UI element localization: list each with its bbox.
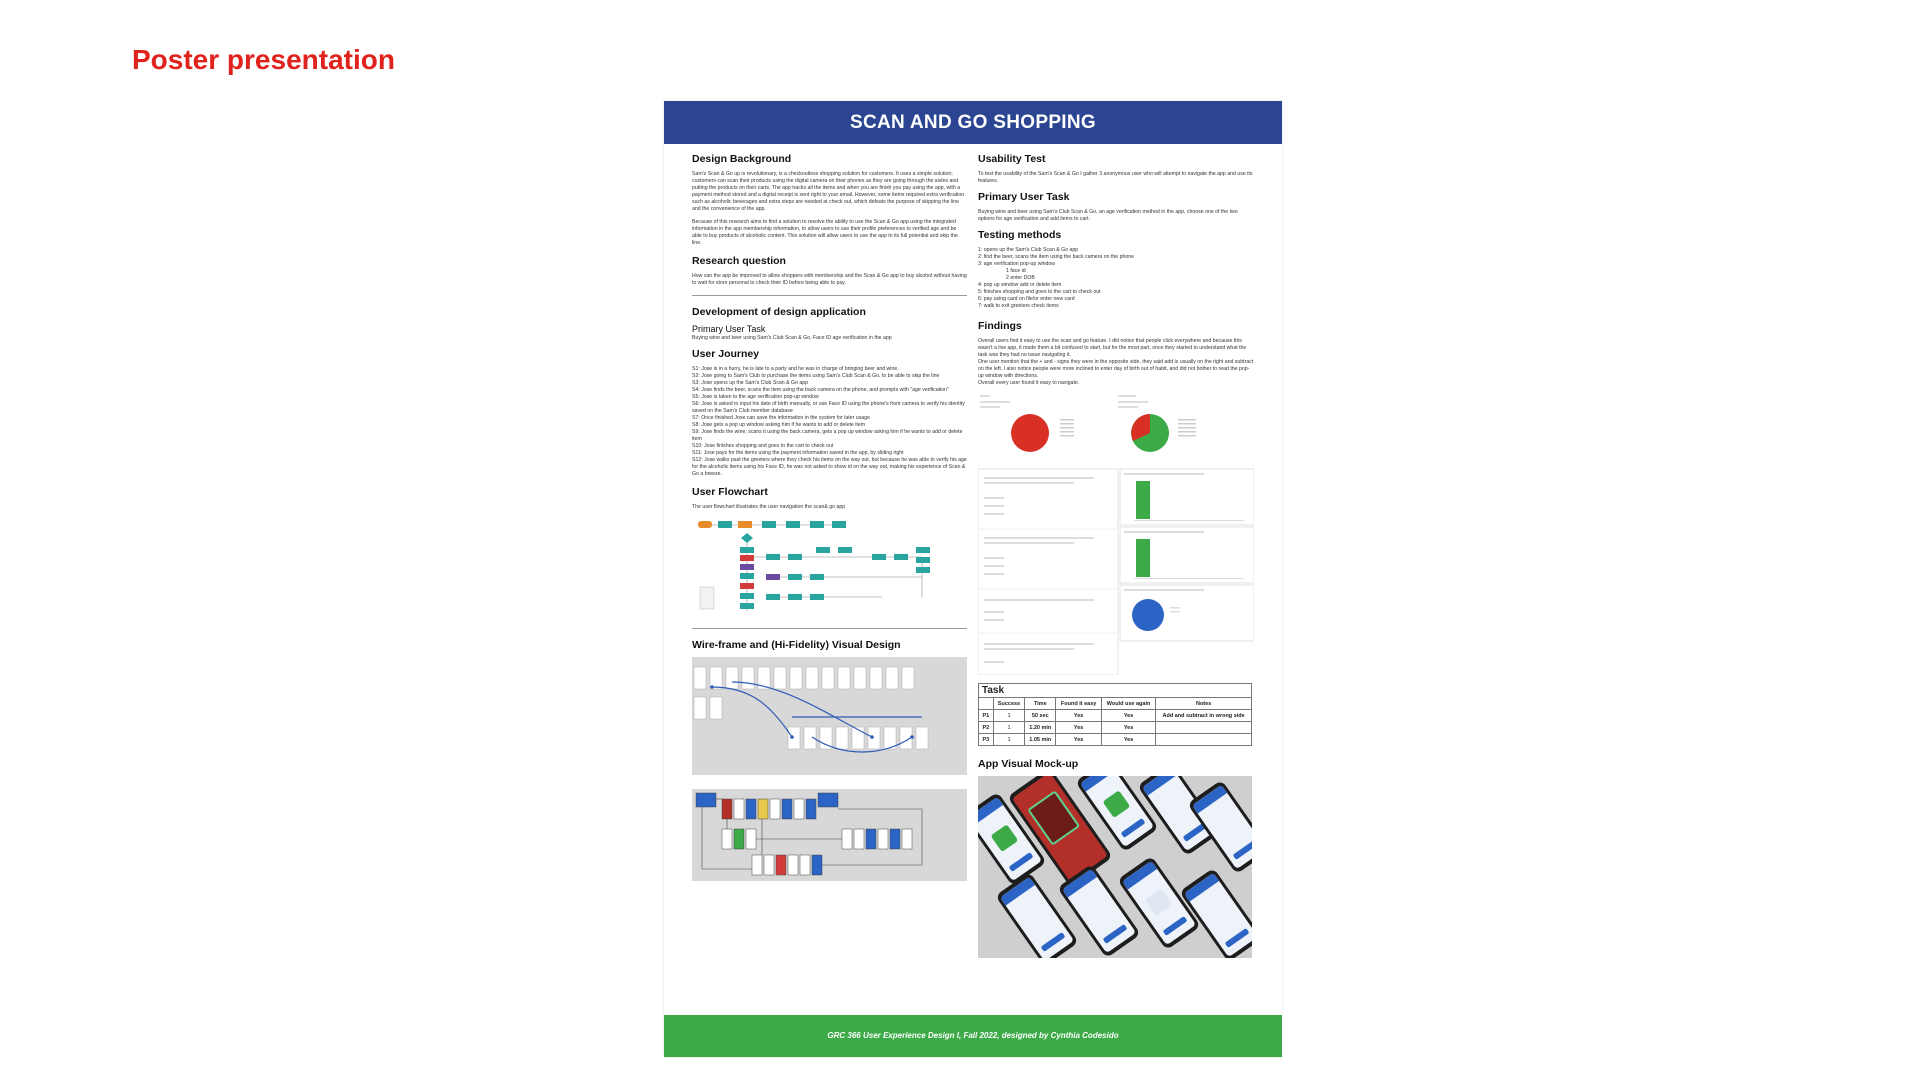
design-background-paragraph-2: Because of this research aims to find a solution to resolve the ability to use the Scan & Go app using the integrated information in the app membership information, to allow users to use their profile preferences to verified age and be able to buy products of alcoholic content. This solution will allow users to use the app to its full potential and skip the line. <box>692 219 958 246</box>
user-journey-heading: User Journey <box>692 348 760 360</box>
journey-step: S6: Jose is asked to input his date of birth manually, or use Face ID using the phone's front camera to verify his identity saved on the Sam's Club member database <box>692 401 965 414</box>
survey-results-image <box>978 393 1254 675</box>
user-journey-list <box>692 366 967 478</box>
journey-step: S1: Jose is in a hurry, he is late to a party and he was in charge of bringing beer and wine. <box>692 366 899 372</box>
testing-step: 2: find the beer, scans the item using the back camera on the phone <box>978 254 1135 260</box>
journey-step: S11: Jose pays for the items using the payment information saved in the app, by sliding right <box>692 450 904 456</box>
journey-step: S2: Jose going to Sam's Club to purchase the items using Sam's Club Scan & Go, to be able to skip the line <box>692 373 940 379</box>
findings-line: Overall every user found it easy to navigate. <box>978 380 1080 386</box>
testing-methods-heading: Testing methods <box>978 229 1062 241</box>
testing-methods-list <box>978 247 1254 310</box>
task-results-table <box>978 683 1252 746</box>
journey-step: S7: Once finished Jose can save the information in the system for later usage <box>692 415 870 421</box>
testing-step: 1: opens up the Sam's Club Scan & Go app <box>978 247 1079 253</box>
testing-substep: 1 face id <box>1006 268 1026 274</box>
app-mockup-image <box>978 776 1252 958</box>
poster <box>664 101 1282 1057</box>
user-flowchart-text: The user flowchart illustrates the user navigation the scan& go app <box>692 504 846 510</box>
journey-step: S4: Jose finds the beer, scans the item using the back camera on the phone, and prompts with "age verification" <box>692 387 949 393</box>
table-cell: Yes <box>1101 710 1155 722</box>
testing-step: 5: finishes shopping and goes to the cart to check out <box>978 289 1101 295</box>
journey-step: S5: Jose is taken to the age verification pop-up window <box>692 394 819 400</box>
poster-footer: GRC 366 User Experience Design I, Fall 2022, designed by Cynthia Codesido <box>664 1015 1282 1057</box>
design-background-paragraph-1: Sam's Scan & Go up is revolutionary, is a checkoutless shopping solution for customers. It uses a simple solution; customers can scan their products using the digital camera on their phones as they are going through the aisles and putting the products on their carts. The app tracks all the items and when you are finish you pay using the app, with a payment method stored and a digital receipt is sent right to your email. However, some items required extra verification such as alcoholic beverages and extra steps are needed at check out, which defeats the purpose of skipping the line and the convenience of the app. <box>692 171 965 212</box>
slide-title: Poster presentation <box>132 44 395 75</box>
table-cell: 1.05 min <box>1025 734 1056 746</box>
wireframe-flow <box>692 657 936 775</box>
journey-step: S10: Jose finishes shopping and goes to the cart to check out <box>692 443 834 449</box>
findings-line: One user mention that the + and - signs they were in the opposite side, they said add is usually on the right and subtract on the left. I also notice people were more inclined to enter day of birth out of habit, and did not bother to read the pop-up window with directions. <box>978 359 1254 379</box>
table-cell: P3 <box>979 734 994 746</box>
pie-chart-status <box>1131 414 1196 452</box>
poster-title: SCAN AND GO SHOPPING <box>664 101 1282 144</box>
testing-step: 4: pop up window add or delete item <box>978 282 1062 288</box>
research-question-text: How can the app be improved to allow shoppers with membership and the Scan & Go app to buy alcohol without having to wait for store personal to check their ID before being able to pay. <box>692 273 967 286</box>
task-table-title: Task <box>979 684 1252 698</box>
table-cell <box>1156 734 1252 746</box>
table-cell: P2 <box>979 722 994 734</box>
poster-left-column <box>692 153 967 881</box>
table-cell: Yes <box>1056 722 1102 734</box>
table-cell: Yes <box>1101 722 1155 734</box>
pie-chart-age <box>1011 414 1074 452</box>
table-header-cell: Would use again <box>1101 698 1155 710</box>
table-cell: 1 <box>993 734 1024 746</box>
research-question-heading: Research question <box>692 255 786 267</box>
table-cell: P1 <box>979 710 994 722</box>
table-cell: Yes <box>1056 710 1102 722</box>
table-header-cell <box>979 698 994 710</box>
table-header-cell: Time <box>1025 698 1056 710</box>
table-header-cell: Success <box>993 698 1024 710</box>
usability-test-text: To test the usability of the Sam's Scan & Go I gather 3 anonymous user who will attempt to navigate the app and use its features. <box>978 171 1253 184</box>
table-cell: Yes <box>1101 734 1155 746</box>
task-table-header-row <box>979 698 1252 710</box>
table-row <box>979 722 1252 734</box>
testing-step: 6: pay using card on file/or enter new card <box>978 296 1075 302</box>
survey-results-graphic <box>978 393 1254 675</box>
hifi-visual-design-image <box>692 789 967 881</box>
wireframe-heading: Wire-frame and (Hi-Fidelity) Visual Design <box>692 639 901 651</box>
hifi-flow <box>692 789 936 881</box>
table-cell: 1.20 min <box>1025 722 1056 734</box>
design-background-heading: Design Background <box>692 153 792 165</box>
journey-step: S3: Jose opens up the Sam's Club Scan & Go app <box>692 380 809 386</box>
user-flowchart-heading: User Flowchart <box>692 486 768 498</box>
flowchart-nodes <box>698 521 930 609</box>
poster-right-column <box>978 153 1254 958</box>
table-row <box>979 710 1252 722</box>
table-header-cell: Notes <box>1156 698 1252 710</box>
table-cell: Yes <box>1056 734 1102 746</box>
journey-step: S8: Jose gets a pop up window asking him if he wants to add or delete item <box>692 422 866 428</box>
findings-line: Overall users find it easy to use the scan and go feature. I did notice that people click everywhere and because this wasn't a live app, it made them a bit confused to start, but for the most part, once they started to understand what the task was they had no issue navigating it. <box>978 338 1247 358</box>
primary-user-task-text: Buying wine and beer using Sam's Club Scan & Go, an age verification method in the app, choose one of the two options for age verification and add items to cart. <box>978 209 1238 222</box>
usability-test-heading: Usability Test <box>978 153 1046 165</box>
table-cell: 50 sec <box>1025 710 1056 722</box>
development-heading: Development of design application <box>692 306 866 318</box>
testing-step: 7: walk to exit greeters check items <box>978 303 1059 309</box>
table-cell: Add and subtract in wrong side <box>1156 710 1252 722</box>
findings-heading: Findings <box>978 320 1022 332</box>
divider <box>692 295 967 296</box>
findings-text <box>978 338 1254 387</box>
testing-substep: 2 enter DOB <box>1006 275 1035 281</box>
table-cell: 1 <box>993 710 1024 722</box>
user-flowchart-diagram <box>692 517 967 617</box>
table-header-cell: Found it easy <box>1056 698 1102 710</box>
table-row <box>979 734 1252 746</box>
development-subheading: Primary User Task <box>692 324 766 334</box>
journey-step: S12: Jose walks past the greeters where they check his items on the way out, but because he was able to verify his age for the alcoholic items using his Face ID, he was not asked to show id on the way out, making his experience of Scan & Go a breeze. <box>692 457 967 477</box>
primary-user-task-heading: Primary User Task <box>978 191 1070 203</box>
journey-step: S9: Jose finds the wine; scans it using the back camera, gets a pop up window asking him if he wants to add or delete item <box>692 429 963 442</box>
divider <box>692 628 967 629</box>
table-cell: 1 <box>993 722 1024 734</box>
wireframe-image <box>692 657 967 775</box>
table-cell <box>1156 722 1252 734</box>
app-mockup-heading: App Visual Mock-up <box>978 758 1079 770</box>
testing-step: 3: age verification pop-up window <box>978 261 1055 267</box>
development-text: Buying wine and beer using Sam's Club Scan & Go, Face ID age verification in the app <box>692 335 892 341</box>
